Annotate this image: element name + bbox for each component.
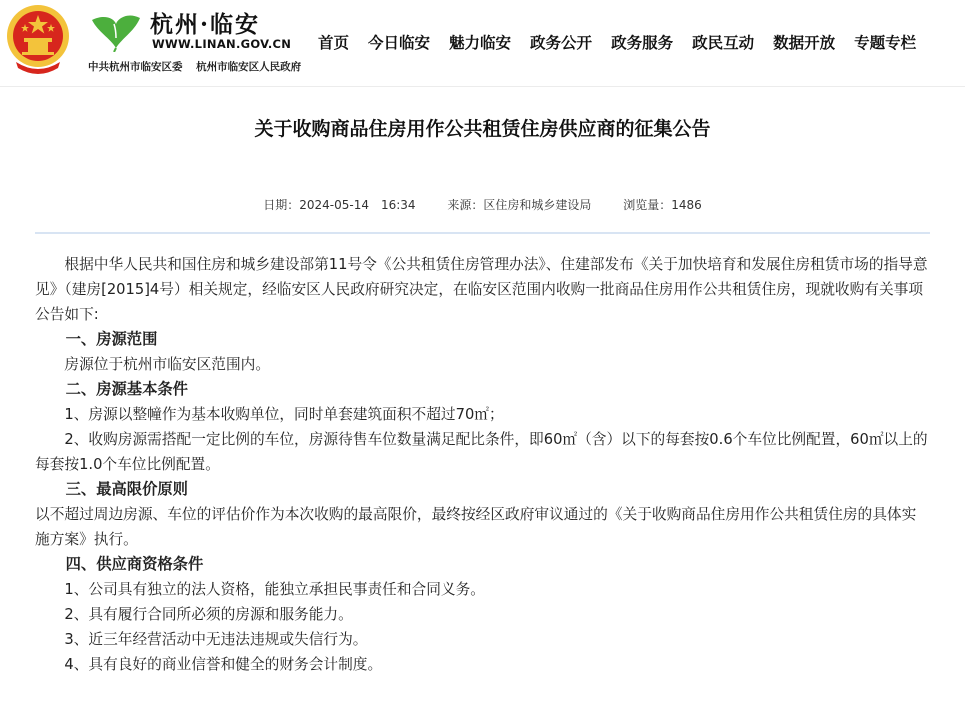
site-header [0,0,965,87]
section-4-item-3: 3、近三年经营活动中无违法违规或失信行为。 [64,631,368,648]
national-emblem-icon[interactable] [4,2,72,76]
org-party: 中共杭州市临安区委 [88,61,183,73]
section-4-item-1: 1、公司具有独立的法人资格，能独立承担民事责任和合同义务。 [64,581,485,598]
section-3-title: 三、最高限价原则 [65,480,188,498]
article-title: 关于收购商品住房用作公共租赁住房供应商的征集公告 [254,118,711,140]
nav-charm[interactable]: 魅力临安 [449,34,512,52]
intro-paragraph: 根据中华人民共和国住房和城乡建设部第11号令《公共租赁住房管理办法》、住建部发布《关于加快培育和发展住房租赁市场的指导意见》（建房[2015]4号）相关规定，经临安区人民政府研究决定，在临安区范围内收购一批商品住房用作公共租赁住房，现就收购有关事项公告如下: [35,256,928,323]
org-line [88,59,311,74]
article-views: 浏览量：1486 [623,198,702,212]
section-1-title: 一、房源范围 [65,330,158,348]
article-body [35,252,930,677]
section-4-item-4: 4、具有良好的商业信誉和健全的财务会计制度。 [64,656,383,673]
site-url[interactable]: WWW.LINAN.GOV.CN [152,37,292,51]
divider [35,232,930,234]
article [0,114,965,677]
section-4-item-2: 2、具有履行合同所必须的房源和服务能力。 [64,606,353,623]
article-date: 日期：2024-05-14 16:34 [263,198,416,212]
article-meta [35,196,930,214]
section-1-text: 房源位于杭州市临安区范围内。 [64,356,271,373]
article-source: 来源：区住房和城乡建设局 [447,198,592,212]
org-government: 杭州市临安区人民政府 [196,61,302,73]
section-2-item-1: 1、房源以整幢作为基本收购单位，同时单套建筑面积不超过70㎡； [64,406,504,423]
nav-home[interactable]: 首页 [318,34,350,52]
nav-today[interactable]: 今日临安 [368,34,431,52]
section-2-item-2: 2、收购房源需搭配一定比例的车位，房源待售车位数量满足配比条件，即60㎡（含）以下的每套按0.6个车位比例配置，60㎡以上的每套按1.0个车位比例配置。 [35,431,928,473]
nav-gov-services[interactable]: 政务服务 [611,34,674,52]
section-3-text: 以不超过周边房源、车位的评估价作为本次收购的最高限价，最终按经区政府审议通过的《关于收购商品住房用作公共租赁住房的具体实施方案》执行。 [35,506,917,548]
nav-special-topics[interactable]: 专题专栏 [854,34,917,52]
main-nav [318,31,916,53]
nav-open-data[interactable]: 数据开放 [773,34,836,52]
ginkgo-leaf-icon [90,8,142,52]
nav-interaction[interactable]: 政民互动 [692,34,755,52]
section-4-title: 四、供应商资格条件 [65,555,204,573]
section-2-title: 二、房源基本条件 [65,380,188,398]
nav-gov-affairs[interactable]: 政务公开 [530,34,593,52]
site-name[interactable]: 杭州·临安 [150,11,261,38]
